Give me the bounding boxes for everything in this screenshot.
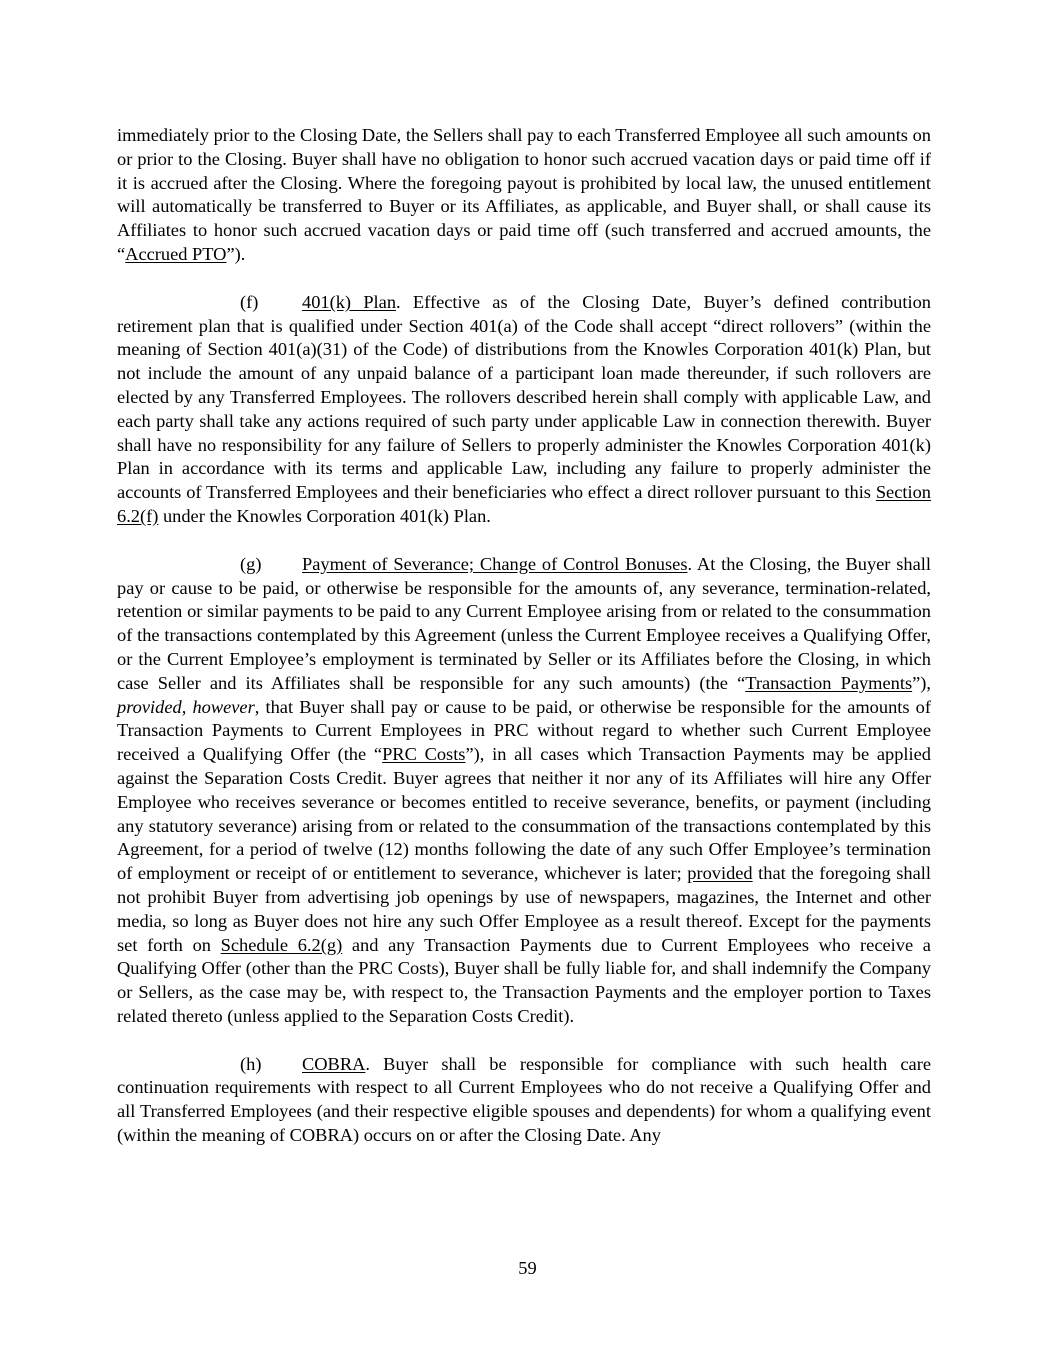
text-run: . Buyer shall be responsible for compliance with such health care continuation requirements with respect to all Current Employees who do not receive a Qualifying Offer and all Transferred Employees (and their respective eligible spouses and dependents) for whom a qualifying event (within the meaning of COBRA) occurs on or after the Closing Date. Any [117,1053,931,1146]
section-heading-cobra: COBRA [302,1053,366,1074]
section-label-g: (g) [240,553,262,574]
section-heading-401k-plan: 401(k) Plan [302,291,397,312]
italic-provided: provided [117,696,182,717]
paragraph-accrued-pto [117,124,931,267]
document-body [117,124,931,1148]
text-run: , that Buyer shall pay or cause to be paid, or otherwise be responsible for the amounts of Transaction Payments to Current Employees in PRC without regard to whether such Current Employee received a Qualifying Offer (the “ [117,696,931,765]
text-run: , [181,696,193,717]
section-label-f: (f) [240,291,259,312]
defined-term-transaction-payments: Transaction Payments [745,672,913,693]
text-run: ”), [912,672,931,693]
defined-term-prc-costs: PRC Costs [382,744,466,765]
section-label-h: (h) [240,1053,262,1074]
text-run: under the Knowles Corporation 401(k) Plan. [158,505,491,526]
paragraph-401k-plan [117,291,931,529]
text-run: . At the Closing, the Buyer shall pay or cause to be paid, or otherwise be responsible for the amounts of, any severance, termination-related, retention or similar payments to be paid to any Current Employee arising from or related to the consummation of the transactions contemplated by this Agreement (unless the Current Employee receives a Qualifying Offer, or the Current Employee’s employment is terminated by Seller or its Affiliates before the Closing, in which case Seller and its Affiliates shall be responsible for any such amounts) (the “ [117,553,932,693]
text-run: ”). [226,243,246,264]
paragraph-cobra [117,1053,931,1148]
paragraph-severance [117,553,931,1029]
defined-term-accrued-pto: Accrued PTO [125,243,227,264]
text-run: that the foregoing shall not prohibit Buyer from advertising job openings by use of newspapers, magazines, the Internet and other media, so long as Buyer does not hire any such Offer Employee as a result thereof. Except for the payments set forth on [117,863,931,955]
text-run: . Effective as of the Closing Date, Buyer’s defined contribution retirement plan that is qualified under Section 401(a) of the Code shall accept “direct rollovers” (within the meaning of Section 401(a)(31) of the Code) of distributions from the Knowles Corporation 401(k) Plan, but not include the amount of any unpaid balance of a participant loan made thereunder, if such rollovers are elected by any Transferred Employees. The rollovers described herein shall comply with applicable Law, and each party shall take any actions required of such party under applicable Law in connection therewith. Buyer shall have no responsibility for any failure of Sellers to properly administer the Knowles Corporation 401(k) Plan in accordance with its terms and applicable Law, including any failure to properly administer the accounts of Transferred Employees and their beneficiaries who effect a direct rollover pursuant to this [117,291,931,503]
italic-however: however [192,696,255,717]
cross-reference-section-6-2f: Section 6.2(f) [117,482,931,526]
text-run: immediately prior to the Closing Date, the Sellers shall pay to each Transferred Employee all such amounts on or prior to the Closing. Buyer shall have no obligation to honor such accrued vacation days or paid time off if it is accrued after the Closing. Where the foregoing payout is prohibited by local law, the unused entitlement will automatically be transferred to Buyer or its Affiliates, as applicable, and Buyer shall, or shall cause its Affiliates to honor such accrued vacation days or paid time off (such transferred and accrued amounts, the “ [117,125,931,264]
underlined-provided: provided [687,863,753,884]
page-number: 59 [518,1258,537,1278]
cross-reference-schedule-6-2g: Schedule 6.2(g) [220,934,343,955]
text-run: and any Transaction Payments due to Current Employees who receive a Qualifying Offer (other than the PRC Costs), Buyer shall be fully liable for, and shall indemnify the Company or Sellers, as the case may be, with respect to, the Transaction Payments and the employer portion to Taxes related thereto (unless applied to the Separation Costs Credit). [117,934,931,1026]
section-heading-severance: Payment of Severance; Change of Control Bonuses [302,553,688,574]
text-run: ”), in all cases which Transaction Payments may be applied against the Separation Costs Credit. Buyer agrees that neither it nor any of its Affiliates will hire any Offer Employee who receives severance or becomes entitled to receive severance, benefits, or payment (including any statutory severance) arising from or related to the consummation of the transactions contemplated by this Agreement, for a period of twelve (12) months following the date of any such Offer Employee’s termination of employment or receipt of or entitlement to severance, whichever is later; [117,744,931,884]
